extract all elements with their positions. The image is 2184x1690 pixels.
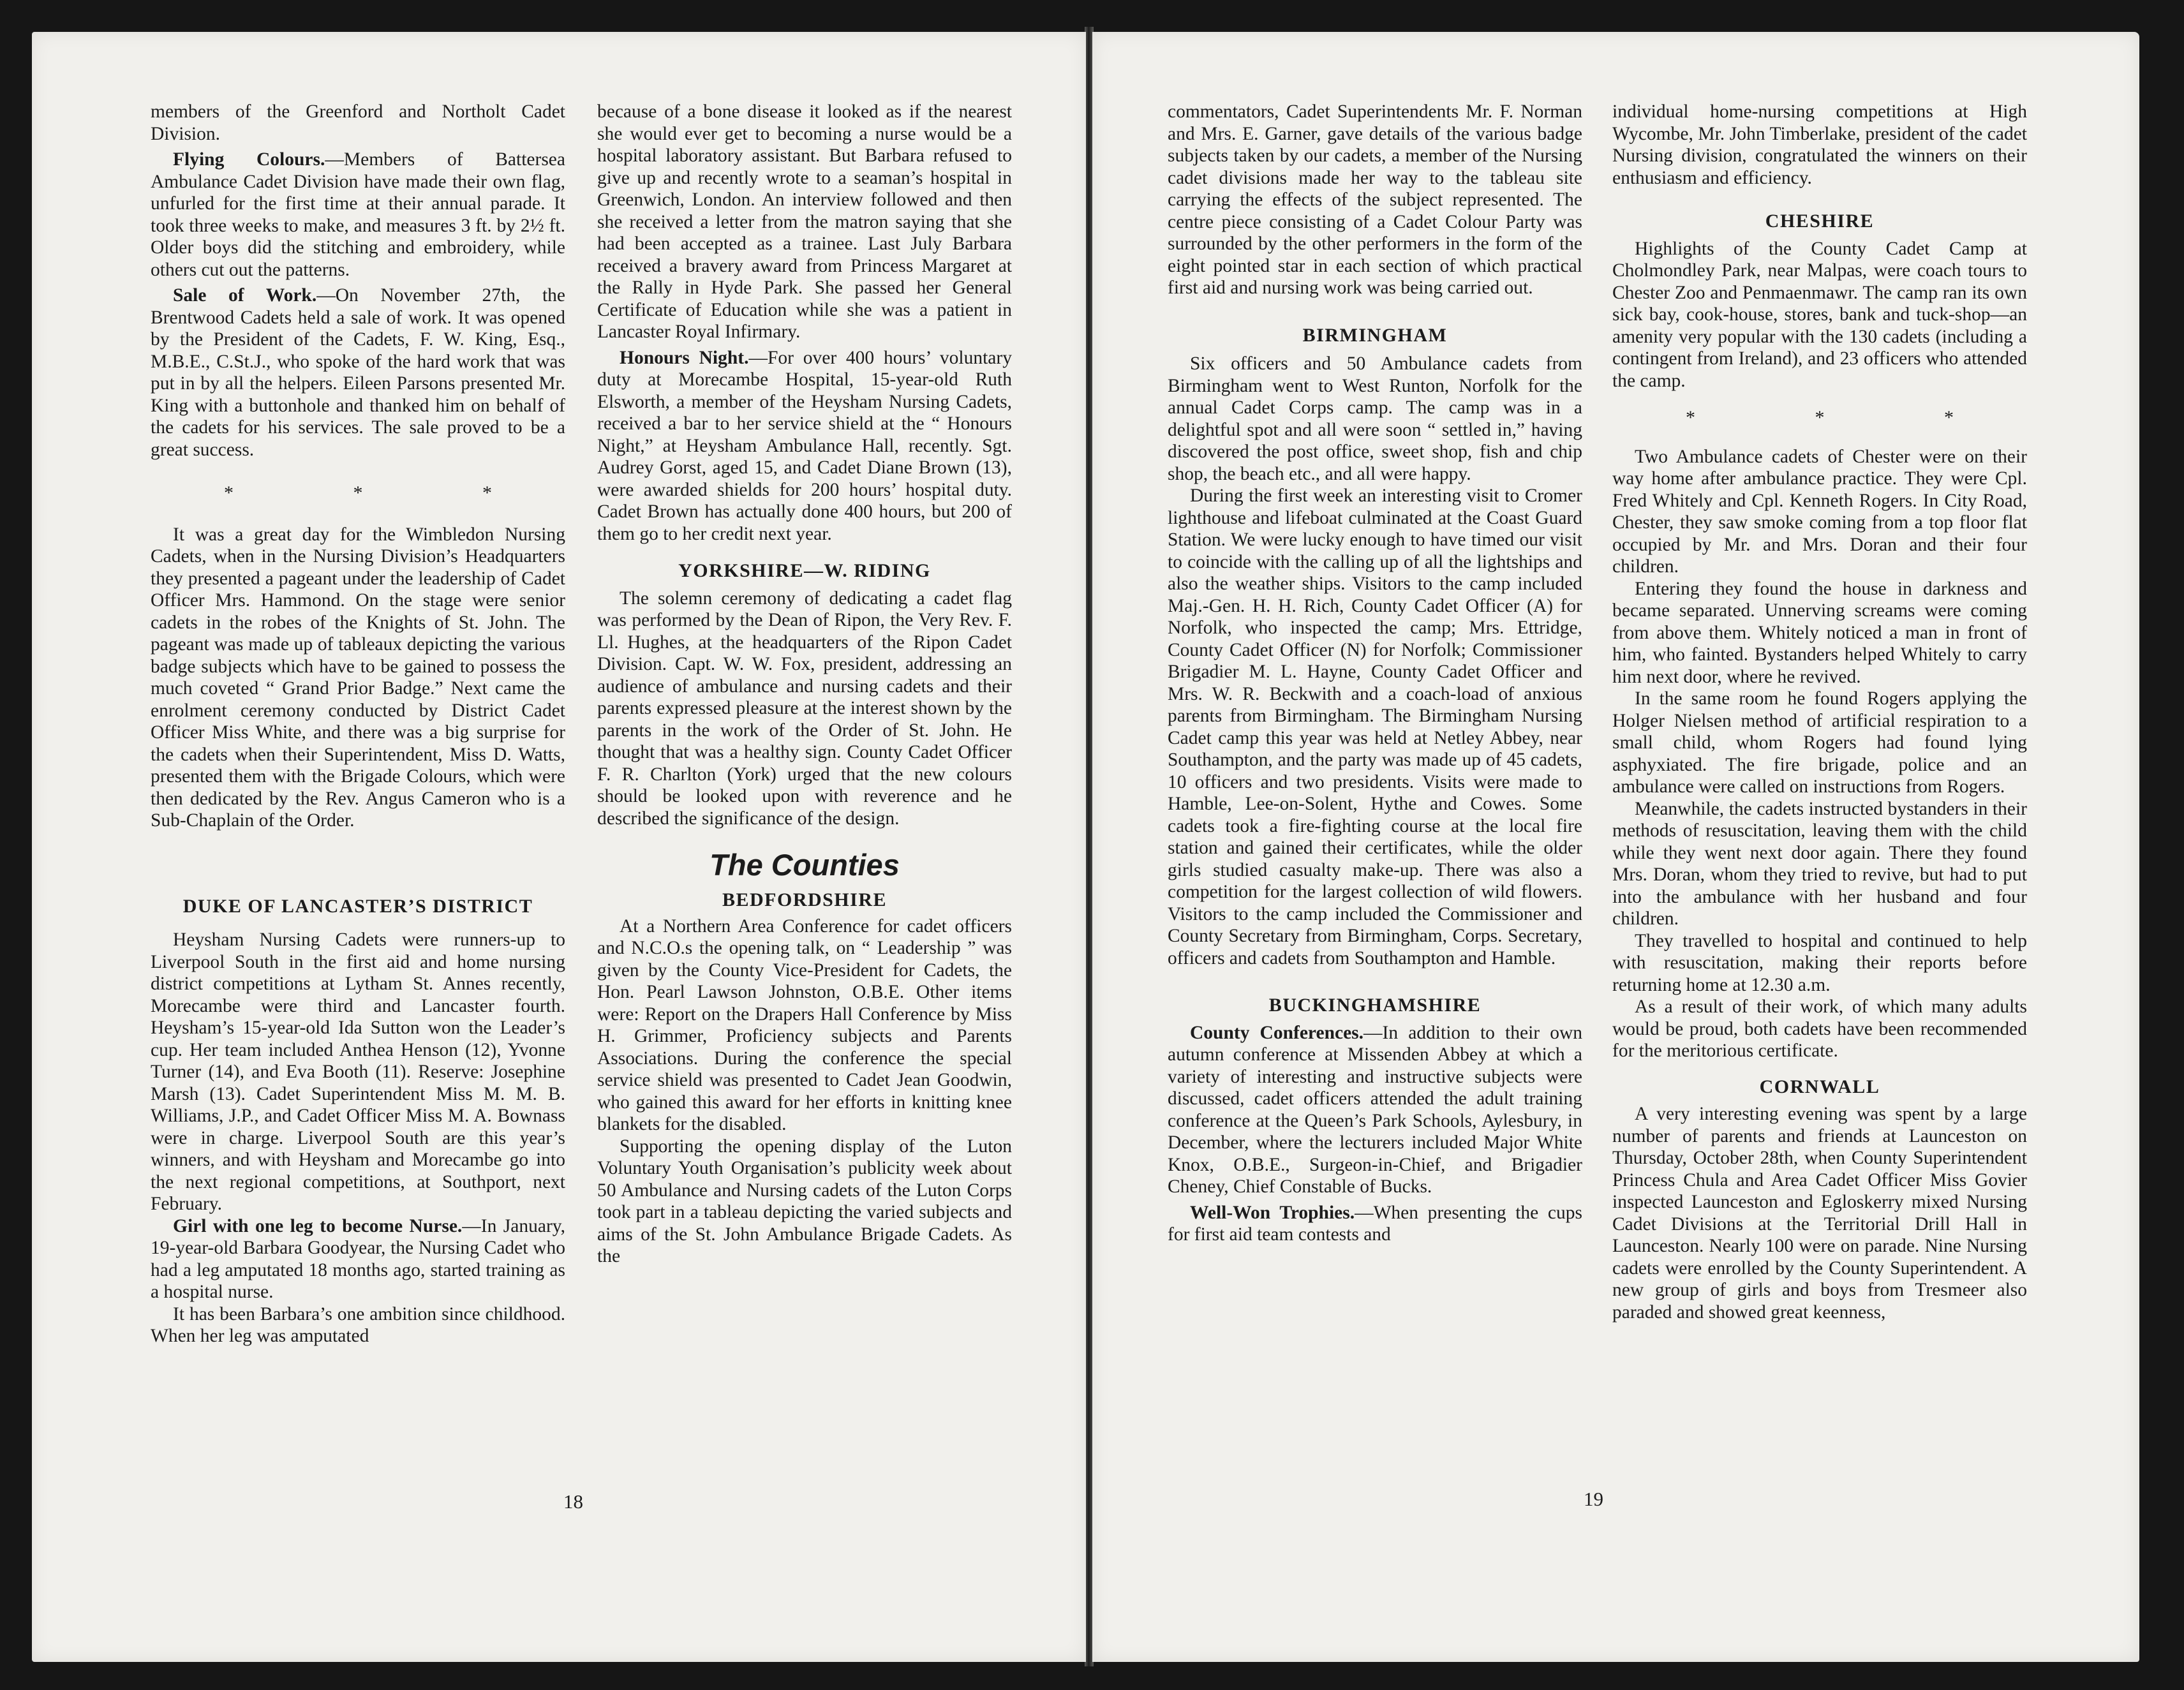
paragraph: At a Northern Area Conference for cadet officers and N.C.O.s the opening talk, on “ Leadership ” was given by the County Vice-President for Cadets, the Hon. Pearl Lawson Johnston, O.B.E. Other items were: Report on the Drapers Hall Conference by Miss H. Grimmer, Proficiency subjects and Parents Associations. During the conference the special service shield was presented to Cadet Jean Goodwin, who gained this award for her efforts in knitting knee blankets for the disabled. — [597, 915, 1012, 1134]
column-2 — [597, 101, 1012, 1268]
paragraph: Six officers and 50 Ambulance cadets from Birmingham went to West Runton, Norfolk for the annual Cadet Corps camp. The camp was in a delightful spot and all were soon “ settled in,” having discovered the post office, sweet shop, fish and chip shop, the beach etc., and all were happy. — [1168, 353, 1582, 484]
section-heading: DUKE OF LANCASTER’S DISTRICT — [182, 895, 533, 917]
paragraph-honours-night — [597, 347, 1012, 545]
paragraph: members of the Greenford and Northolt Cadet Division. — [151, 101, 565, 144]
paragraph-text: —In January, 19-year-old Barbara Goodyear, the Nursing Cadet who had a leg amputated 18 months ago, started training as a hospital nurse. — [151, 1215, 565, 1302]
run-in-heading: Girl with one leg to become Nurse. — [173, 1215, 463, 1236]
paragraph-flying-colours — [151, 149, 565, 281]
section-heading: CORNWALL — [1759, 1076, 1880, 1097]
paragraph: It has been Barbara’s one ambition since childhood. When her leg was amputated — [151, 1303, 565, 1346]
column-3 — [1168, 101, 1582, 1246]
paragraph: It was a great day for the Wimbledon Nursing Cadets, when in the Nursing Division’s Headquarters they presented a pageant under the leadership of Cadet Officer Mrs. Hammond. On the stage were senior cadets in the robes of the Knights of St. John. The pageant was made up of tableaux depicting the various badge subjects which have to be gained to possess the much coveted “ Grand Prior Badge.” Next came the enrolment ceremony conducted by District Cadet Officer Miss White, and there was a big surprise for the cadets when their Superintendent, Miss D. Watts, presented them with the Brigade Colours, which were then dedicated by the Rev. Angus Cameron who is a Sub-Chaplain of the Order. — [151, 524, 565, 831]
paragraph-county-conferences — [1168, 1022, 1582, 1198]
section-heading: CHESHIRE — [1765, 211, 1875, 232]
page-number-left: 18 — [563, 1490, 583, 1513]
paragraph: Heysham Nursing Cadets were runners-up to Liverpool South in the first aid and home nursing district competitions at Lytham St. Annes recently, Morecambe were third and Lancaster fourth. Heysham’s 15-year-old Ida Sutton won the Leader’s cup. Her team included Anthea Henson (12), Yvonne Turner (14), and Eva Booth (11). Reserve: Josephine Marsh (13). Cadet Superintendent Miss M. M. B. Williams, J.P., and Cadet Officer Miss M. A. Bownass were in charge. Liverpool South are this year’s winners, and with Heysham and Morecambe go into the next regional competitions, at Southport, next February. — [151, 930, 565, 1214]
run-in-heading: Flying Colours. — [173, 149, 325, 170]
paragraph: commentators, Cadet Superintendents Mr. F. Norman and Mrs. E. Garner, gave details of the various badge subjects taken by our cadets, a member of the Nursing cadet divisions made her way to the tableau site carrying the effects of the subject represented. The centre piece consisting of a Cadet Colour Party was surrounded by the other performers in the form of the eight pointed star in each section of which practical first aid and nursing work was being carried out. — [1168, 101, 1582, 298]
section-heading: BEDFORDSHIRE — [722, 889, 888, 910]
paragraph-sale-of-work — [151, 285, 565, 461]
paragraph: Supporting the opening display of the Luton Voluntary Youth Organisation’s publicity week about 50 Ambulance and Nursing cadets of the Luton Corps took part in a tableau depicting the varied subjects and aims of the St. John Ambulance Brigade Cadets. As the — [597, 1136, 1012, 1266]
paragraph-text: —In addition to their own autumn conference at Missenden Abbey at which a variety of interesting and instructive subjects were discussed, cadet officers attended the adult training conference at the Queen’s Park Schools, Aylesbury, in December, where the lecturers included Major White Knox, O.B.E., Surgeon-in-Chief, and Brigadier Cheney, Chief Constable of Bucks. — [1168, 1022, 1582, 1197]
column-4 — [1612, 101, 2027, 1323]
paragraph: The solemn ceremony of dedicating a cadet flag was performed by the Dean of Ripon, the Very Rev. F. Ll. Hughes, at the headquarters of the Ripon Cadet Division. Capt. W. W. Fox, president, addressing an audience of ambulance and nursing cadets and their parents expressed pleasure at the interest shown by the parents in the work of the Order of St. John. He thought that was a healthy sign. County Cadet Officer F. R. Charlton (York) urged that the new colours should be looked upon with reverence and he described the significance of the design. — [597, 588, 1012, 829]
paragraph: individual home-nursing competitions at High Wycombe, Mr. John Timberlake, president of the cadet Nursing division, congratulated the winners on their enthusiasm and efficiency. — [1612, 101, 2027, 188]
section-break-stars: * * * — [1686, 407, 2011, 428]
paragraph-text: —On November 27th, the Brentwood Cadets held a sale of work. It was opened by the President of the Cadets, F. W. King, Esq., M.B.E., C.St.J., who spoke of the hard work that was put in by all the helpers. Eileen Parsons presented Mr. King with a buttonhole and thanked him on behalf of the cadets for his services. The sale proved to be a great success. — [151, 285, 565, 460]
section-title: The Counties — [709, 848, 900, 882]
paragraph: Two Ambulance cadets of Chester were on their way home after ambulance practice. They were Cpl. Fred Whitely and Cpl. Kenneth Rogers. In City Road, Chester, they saw smoke coming from a top floor flat occupied by Mr. and Mrs. Doran and their four children. — [1612, 446, 2027, 577]
section-break-stars: * * * — [224, 482, 549, 503]
paragraph-well-won-trophies — [1168, 1202, 1582, 1246]
paragraph: As a result of their work, of which many adults would be proud, both cadets have been recommended for the meritorious certificate. — [1612, 997, 2027, 1061]
paragraph: Entering they found the house in darkness and became separated. Unnerving screams were coming from above them. Whitely noticed a man in front of him, who fainted. Bystanders helped Whitely to carry him next door, where he revived. — [1612, 578, 2027, 687]
paragraph: Meanwhile, the cadets instructed bystanders in their methods of resuscitation, leaving them with the child while they went next door again. There they found Mrs. Doran, whom they tried to revive, but had to put into the ambulance with her husband and four children. — [1612, 798, 2027, 929]
paragraph: because of a bone disease it looked as if the nearest she would ever get to becoming a nurse would be a hospital laboratory assistant. But Barbara refused to give up and recently wrote to a seaman’s hospital in Greenwich, London. An interview followed and then she received a letter from the matron saying that she had been accepted as a trainee. Last July Barbara received a bravery award from Princess Margaret at the Rally in Hyde Park. She passed her General Certificate of Education while she was a patient in Lancaster Royal Infirmary. — [597, 101, 1012, 342]
section-heading: BUCKINGHAMSHIRE — [1268, 995, 1482, 1016]
paragraph: They travelled to hospital and continued to help with resuscitation, making their reports before returning home at 12.30 a.m. — [1612, 930, 2027, 995]
paragraph-text: —Members of Battersea Ambulance Cadet Division have made their own flag, unfurled for the first time at their annual parade. It took three weeks to make, and measures 3 ft. by 2½ ft. Older boys did the stitching and embroidery, while others cut out the patterns. — [151, 149, 565, 280]
paragraph: Highlights of the County Cadet Camp at Cholmondley Park, near Malpas, were coach tours to Chester Zoo and Penmaenmawr. The camp ran its own sick bay, cook-house, stores, bank and tuck-shop—an amenity very popular with the 130 cadets (including a contingent from Ireland), and 23 officers who attended the camp. — [1612, 238, 2027, 391]
paragraph-text: —For over 400 hours’ voluntary duty at Morecambe Hospital, 15-year-old Ruth Elsworth, a member of the Heysham Nursing Cadets, received a bar to her service shield at the “ Honours Night,” at Heysham Ambulance Hall, recently. Sgt. Audrey Gorst, aged 15, and Cadet Diane Brown (13), were awarded shields for 200 hours’ hospital duty. Cadet Brown has actually done 400 hours, but 200 of them go to her credit next year. — [597, 347, 1012, 544]
page-number-right: 19 — [1584, 1488, 1603, 1510]
paragraph-girl-nurse — [151, 1215, 565, 1303]
run-in-heading: Sale of Work. — [173, 285, 317, 306]
run-in-heading: Well-Won Trophies. — [1190, 1202, 1355, 1223]
paragraph-text: —When presenting the cups for first aid team contests and — [1168, 1202, 1582, 1245]
run-in-heading: County Conferences. — [1190, 1022, 1364, 1043]
paragraph: During the first week an interesting visit to Cromer lighthouse and lifeboat culminated at the Coast Guard Station. We were lucky enough to have timed our visit to coincide with the calling up of all the lightships and also the weather ships. Visitors to the camp included Maj.-Gen. H. H. Rich, County Cadet Officer (A) for Norfolk, who inspected the camp; Mrs. Ettridge, County Cadet Officer (N) for Norfolk; Commissioner Brigadier M. L. Hayne, County Cadet Officer and Mrs. W. R. Beckwith and a coach-load of anxious parents from Birmingham. The Birmingham Nursing Cadet camp this year was held at Netley Abbey, near Southampton, and the party was made up of 45 cadets, 10 officers and two presidents. Visits were made to Hamble, Lee-on-Solent, Hythe and Cowes. Some cadets took a fire-fighting course at the local fire station and gained their certificates, while the older girls studied casualty make-up. There was also a competition for the largest collection of wild flowers. Visitors to the camp included the Commissioner and County Secretary from Birmingham, Corps. Secretary, officers and cadets from Southampton and Hamble. — [1168, 486, 1582, 968]
paragraph: In the same room he found Rogers applying the Holger Nielsen method of artificial respiration to a small child, whom Rogers had found lying asphyxiated. The fire brigade, police and an ambulance were called on instructions from Rogers. — [1612, 688, 2027, 797]
paragraph: A very interesting evening was spent by a large number of parents and friends at Launceston on Thursday, October 28th, when County Superintendent Princess Chula and Area Cadet Officer Miss Govier inspected Launceston and Egloskerry mixed Nursing Cadet Divisions at the Territorial Drill Hall in Launceston. Nearly 100 were on parade. Nine Nursing cadets were enrolled by the County Superintendent. A new group of girls and boys from Tresmeer also paraded and showed great keenness, — [1612, 1104, 2027, 1323]
column-1 — [151, 101, 565, 1347]
section-heading: YORKSHIRE—W. RIDING — [678, 560, 931, 581]
section-heading: BIRMINGHAM — [1302, 324, 1448, 346]
run-in-heading: Honours Night. — [620, 347, 749, 368]
